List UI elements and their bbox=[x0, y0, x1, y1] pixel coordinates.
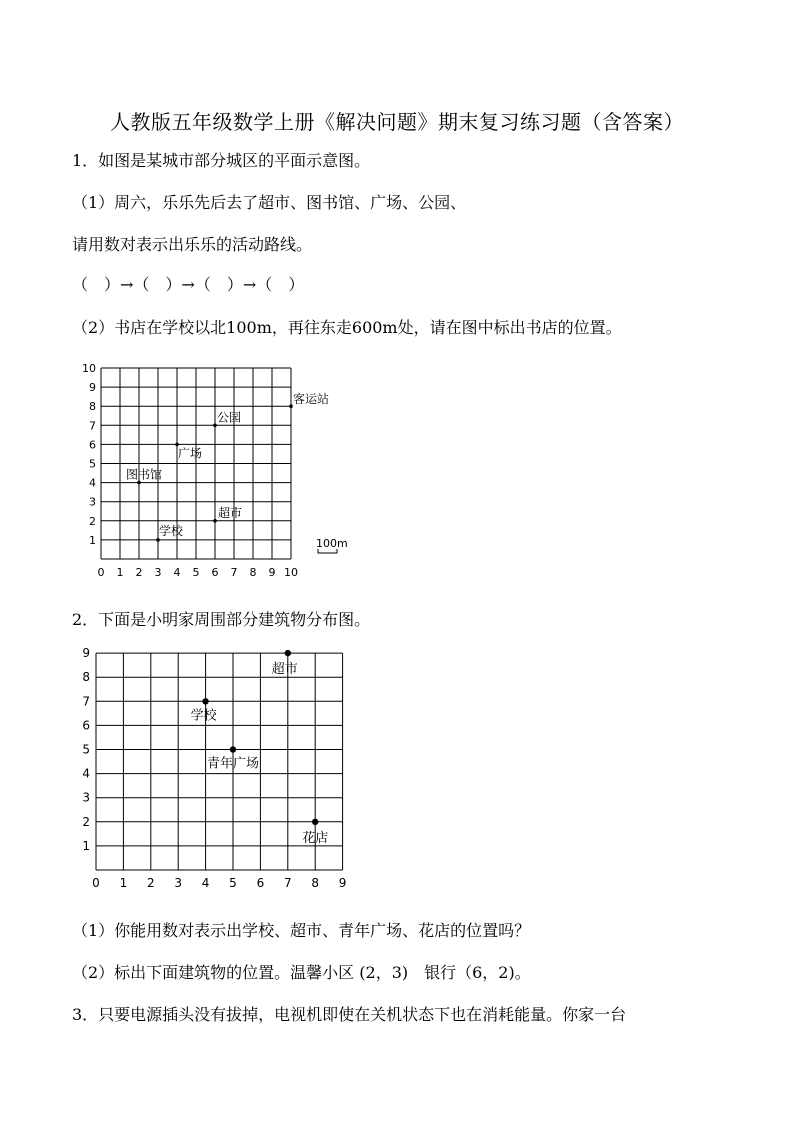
location-point bbox=[202, 698, 208, 704]
location-label: 超市 bbox=[218, 505, 243, 520]
y-tick-label: 1 bbox=[89, 533, 96, 547]
x-tick-label: 3 bbox=[154, 566, 162, 579]
x-tick-label: 0 bbox=[97, 566, 105, 579]
y-tick-label: 2 bbox=[82, 814, 90, 829]
scale-label: 100m bbox=[316, 537, 348, 550]
x-tick-label: 7 bbox=[283, 876, 292, 890]
q1-route: （ ）→（ ）→（ ）→（ ） bbox=[72, 275, 305, 294]
y-tick-label: 10 bbox=[82, 362, 96, 375]
page-title: 人教版五年级数学上册《解决问题》期末复习练习题（含答案） bbox=[110, 110, 684, 134]
y-tick-label: 8 bbox=[89, 400, 96, 414]
q2-part1: （1）你能用数对表示出学校、超市、青年广场、花店的位置吗？ bbox=[72, 921, 531, 940]
y-tick-label: 5 bbox=[82, 742, 90, 757]
x-tick-label: 9 bbox=[268, 566, 276, 579]
x-tick-label: 6 bbox=[211, 566, 219, 579]
x-tick-label: 6 bbox=[256, 876, 265, 890]
y-tick-label: 3 bbox=[82, 790, 90, 805]
x-tick-label: 3 bbox=[174, 876, 183, 890]
location-label: 学校 bbox=[190, 708, 217, 724]
x-tick-label: 10 bbox=[284, 566, 298, 579]
y-tick-label: 4 bbox=[82, 766, 90, 781]
x-tick-label: 0 bbox=[92, 876, 100, 890]
q1-part2: （2）书店在学校以北100m，再往东走600m处，请在图中标出书店的位置。 bbox=[72, 318, 622, 337]
x-tick-label: 1 bbox=[119, 876, 128, 890]
x-tick-label: 7 bbox=[230, 566, 238, 579]
y-tick-label: 2 bbox=[89, 514, 96, 528]
y-tick-label: 4 bbox=[89, 476, 96, 490]
location-label: 花店 bbox=[302, 830, 329, 846]
y-tick-label: 6 bbox=[89, 438, 96, 452]
location-label: 客运站 bbox=[293, 392, 330, 407]
q1-stem: 1．如图是某城市部分城区的平面示意图。 bbox=[72, 151, 371, 170]
y-tick-label: 8 bbox=[82, 670, 90, 685]
q2-stem: 2．下面是小明家周围部分建筑物分布图。 bbox=[72, 610, 371, 629]
location-point bbox=[312, 819, 318, 825]
y-tick-label: 5 bbox=[89, 457, 96, 471]
location-label: 公园 bbox=[217, 410, 242, 425]
y-tick-label: 9 bbox=[89, 381, 96, 395]
x-tick-label: 1 bbox=[116, 566, 124, 579]
y-tick-label: 1 bbox=[82, 838, 90, 853]
q2-part2: （2）标出下面建筑物的位置。温馨小区 (2，3) 银行（6，2)。 bbox=[72, 963, 531, 982]
q1-part1-line2: 请用数对表示出乐乐的活动路线。 bbox=[72, 235, 313, 254]
y-tick-label: 3 bbox=[89, 495, 96, 509]
x-tick-label: 2 bbox=[135, 566, 143, 579]
x-tick-label: 2 bbox=[146, 876, 155, 890]
y-tick-label: 6 bbox=[82, 718, 90, 733]
location-label: 广场 bbox=[178, 446, 203, 461]
location-point bbox=[230, 746, 236, 752]
y-tick-label: 7 bbox=[89, 419, 96, 433]
x-tick-label: 9 bbox=[338, 876, 347, 890]
location-label: 图书馆 bbox=[126, 467, 163, 482]
q3-stem: 3．只要电源插头没有拔掉，电视机即使在关机状态下也在消耗能量。你家一台 bbox=[72, 1005, 627, 1024]
q1-part1-line1: （1）周六，乐乐先后去了超市、图书馆、广场、公园、 bbox=[72, 193, 467, 212]
x-tick-label: 5 bbox=[229, 876, 237, 890]
y-tick-label: 7 bbox=[82, 694, 90, 709]
location-label: 青年广场 bbox=[206, 756, 260, 772]
location-label: 学校 bbox=[159, 523, 184, 538]
x-tick-label: 4 bbox=[173, 566, 181, 579]
x-tick-label: 5 bbox=[192, 566, 200, 579]
y-tick-label: 9 bbox=[82, 646, 90, 661]
location-label: 超市 bbox=[271, 662, 298, 678]
x-tick-label: 4 bbox=[201, 876, 210, 890]
location-point bbox=[285, 650, 291, 656]
x-tick-label: 8 bbox=[249, 566, 257, 579]
x-tick-label: 8 bbox=[311, 876, 320, 890]
